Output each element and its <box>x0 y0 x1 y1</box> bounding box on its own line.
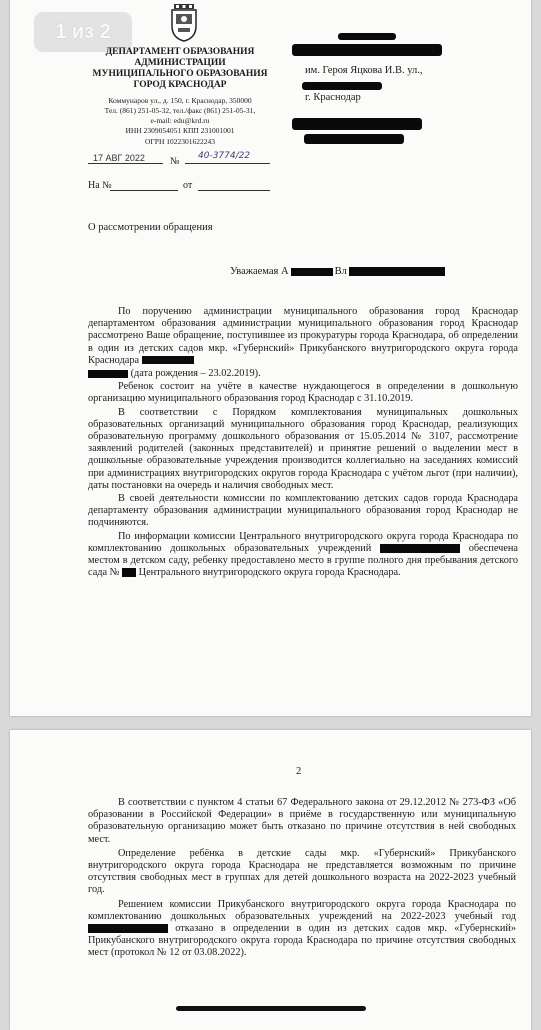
home-indicator-bar <box>176 1006 366 1011</box>
org-name-line-3: МУНИЦИПАЛЬНОГО ОБРАЗОВАНИЯ <box>92 69 268 79</box>
redaction-mark <box>302 82 382 90</box>
paragraph: В соответствии с Порядком комплектования муниципальных дошкольных образовательных организаций муниципального образования город Краснодар, реализующих образовательную программу дошкольного образования от 15.05.2014 № 3107, рассмотрение заявлений родителей (законных представителей) и принятие решений о выделении мест в дошкольные образовательные учреждения производится коллегиально на заседаниях комиссий при администрациях внутригородских округов города Краснодара с учётом льгот (при наличии), даты постановки на очередь и наличия свободных мест. <box>88 406 518 491</box>
redaction-mark <box>349 267 445 276</box>
org-name-line-1: ДЕПАРТАМЕНТ ОБРАЗОВАНИЯ <box>105 47 255 57</box>
reference-from-label: от <box>183 180 193 191</box>
paragraph: Ребенок состоит на учёте в качестве нуждающегося в определении в дошкольную организацию муниципального образования город Краснодар с 31.10.2019. <box>88 381 518 405</box>
paragraph-text: Решением комиссии Прикубанского внутригородского округа города Краснодара по комплектованию дошкольных образовательных учреждений на 2022-2023 учебный год <box>88 898 516 922</box>
redaction-mark <box>380 544 460 553</box>
paragraph-text: По поручению администрации муниципального образования город Краснодар департаментом образования администрации муниципального образования город Краснодар рассмотрено Ваше обращение, поступившее из прокуратуры города Краснодара, об определении в один из детских садов мкр. «Губернский» Прикубанского внутригородского округа города Краснодара <box>88 306 518 366</box>
greeting-start: Уважаемая А <box>230 266 289 277</box>
page-number: 2 <box>296 766 302 777</box>
redaction-mark <box>292 118 422 130</box>
recipient-street: им. Героя Яцкова И.В. ул., <box>305 65 423 76</box>
org-ogrn: ОГРН 1022301622243 <box>145 137 215 146</box>
org-inn: ИНН 2309054051 КПП 231001001 <box>125 126 235 135</box>
paragraph <box>88 368 518 380</box>
registration-number: 40-3774/22 <box>198 151 251 161</box>
paragraph <box>88 531 518 580</box>
paragraph-text: (дата рождения – 23.02.2019). <box>130 368 261 380</box>
org-phones: Тел. (861) 251-05-32, тел./факс (861) 251-05-31, <box>104 106 256 115</box>
greeting <box>230 266 445 277</box>
registration-date: 17 АВГ 2022 <box>93 153 145 163</box>
paragraph-text: обеспечена местом в детском саду, ребенку предоставлено место в группе полного дня пребывания детского сада № <box>88 542 519 579</box>
redaction-mark <box>88 370 128 378</box>
org-name-line-2: АДМИНИСТРАЦИИ <box>134 58 226 68</box>
paragraph-text: Центрального внутригородского округа города Краснодара. <box>138 567 401 579</box>
paragraph-text: По информации комиссии Центрального внутригородского округа города Краснодара по комплектованию дошкольных образовательных учреждений <box>88 530 518 554</box>
paragraph: В своей деятельности комиссии по комплектованию детских садов города Краснодара департаменту образования администрации муниципального образования город Краснодар не подчиняются. <box>88 493 518 529</box>
paragraph-text: отказано в определении в один из детских садов мкр. «Губернский» Прикубанского внутригородского округа города Краснодара по причине отсутствия свободных мест (протокол № 12 от 03.08.2022). <box>88 923 516 959</box>
org-address: Коммунаров ул., д. 150, г. Краснодар, 350000 <box>108 96 252 105</box>
org-name-line-4: ГОРОД КРАСНОДАР <box>133 80 227 90</box>
paragraph <box>88 306 518 367</box>
greeting-middle: Вл <box>334 266 347 277</box>
redaction-mark <box>122 568 136 577</box>
paragraph <box>88 899 516 960</box>
redaction-mark <box>292 44 442 56</box>
redaction-mark <box>142 356 194 364</box>
reference-line <box>110 180 178 191</box>
page-indicator-badge: 1 из 2 <box>34 12 132 52</box>
number-sign: № <box>170 156 180 167</box>
reference-date-line <box>198 180 270 191</box>
redaction-mark <box>304 134 404 144</box>
recipient-city: г. Краснодар <box>305 92 361 103</box>
redaction-mark <box>338 33 396 40</box>
paragraph: В соответствии с пунктом 4 статьи 67 Федерального закона от 29.12.2012 № 273-ФЗ «Об образовании в Российской Федерации» в приёме в государственную или муниципальную образовательную организацию может быть отказано по причине отсутствия в ней свободных мест. <box>88 797 516 845</box>
letter-subject: О рассмотрении обращения <box>88 222 213 233</box>
org-email: e-mail: edu@krd.ru <box>150 116 210 125</box>
coat-of-arms-icon <box>170 4 198 42</box>
page1-body <box>88 306 518 580</box>
redaction-mark <box>88 924 168 933</box>
page2-body <box>88 797 516 962</box>
reference-label: На № <box>88 180 112 191</box>
redaction-mark <box>291 268 333 276</box>
paragraph: Определение ребёнка в детские сады мкр. «Губернский» Прикубанского внутригородского округа города Краснодара не представляется возможным по причине отсутствия свободных мест в группах для детей дошкольного возраста на 2022-2023 учебный год. <box>88 847 516 896</box>
